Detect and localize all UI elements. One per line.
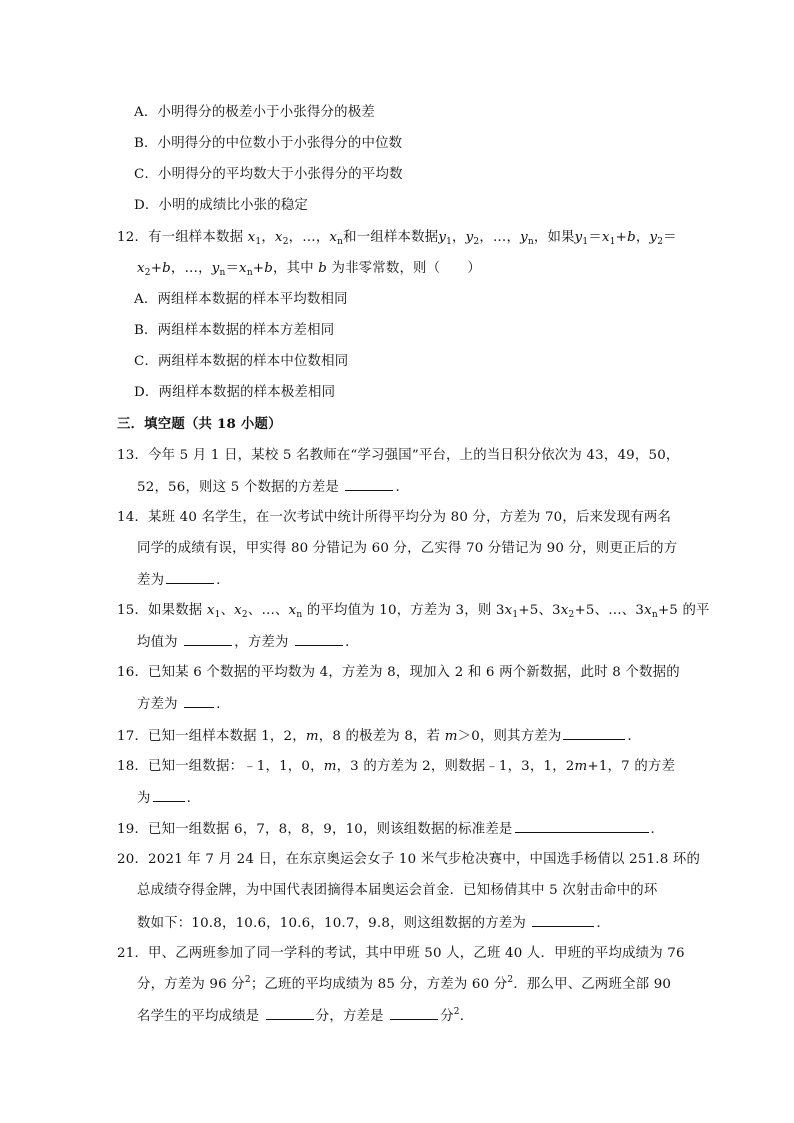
answer-blank[interactable] <box>184 633 232 646</box>
q19-line: 19．已知一组数据 6，7，8，8，9，10，则该组数据的标准差是 ． <box>117 822 665 837</box>
q15-line-1: 15．如果数据 $x_1$、$x_2$、…、$x_n$ 的平均值为 10，方差为 3，则 $3x_1+5$、$3x_2+5$、…、$3x_n+5$ 的平 <box>117 603 710 620</box>
q14-line-2: 同学的成绩有误，甲实得 80 分错记为 60 分，乙实得 70 分错记为 90 分，则更正后的方 <box>137 541 678 556</box>
answer-blank[interactable] <box>563 727 625 740</box>
q11-option-d: D．小明的成绩比小张的稳定 <box>134 198 309 213</box>
section-title: 三．填空题（共 18 小题） <box>117 416 282 432</box>
q13-line-1: 13．今年 5 月 1 日，某校 5 名教师在“学习强国”平台，上的当日积分依次为 43，49，50， <box>117 448 680 463</box>
answer-blank[interactable] <box>345 478 393 491</box>
answer-blank[interactable] <box>295 633 343 646</box>
answer-blank[interactable] <box>515 820 649 833</box>
answer-blank[interactable] <box>266 1007 314 1020</box>
q12-option-a: A．两组样本数据的样本平均数相同 <box>134 292 348 307</box>
q12-option-c: C．两组样本数据的样本中位数相同 <box>134 354 349 369</box>
q18-line-1: 18．已知一组数据：﹣1，1，0，m，3 的方差为 2，则数据﹣1，3，1，2m+1，7 的方差 <box>117 759 676 774</box>
q20-line-3: 数如下：10.8，10.6，10.6，10.7，9.8，则这组数据的方差为 ． <box>137 916 611 931</box>
q14-line-1: 14．某班 40 名学生，在一次考试中统计所得平均分为 80 分，方差为 70，后来发现有两名 <box>117 510 672 525</box>
q12-option-d: D．两组样本数据的样本极差相同 <box>134 385 336 400</box>
q21-line-1: 21．甲、乙两班参加了同一学科的考试，其中甲班 50 人，乙班 40 人．甲班的平均成绩为 76 <box>117 946 685 961</box>
q11-option-c: C．小明得分的平均数大于小张得分的平均数 <box>134 167 403 182</box>
q17-line: 17．已知一组样本数据 1，2，m，8 的极差为 8，若 m＞0，则其方差为 ． <box>117 729 642 744</box>
answer-blank[interactable] <box>184 695 214 708</box>
q11-option-b: B．小明得分的中位数小于小张得分的中位数 <box>134 136 403 151</box>
q21-line-3: 名学生的平均成绩是 分，方差是 分$^2$． <box>137 1007 474 1024</box>
answer-blank[interactable] <box>153 789 185 802</box>
q15-line-2: 均值为 ，方差为 ． <box>137 635 359 650</box>
q21-line-2: 分，方差为 96 分$^2$；乙班的平均成绩为 85 分，方差为 60 分$^2$．那么甲、乙两班全部 90 <box>137 975 672 992</box>
q18-line-2: 为 ． <box>137 791 201 806</box>
q11-option-a: A．小明得分的极差小于小张得分的极差 <box>134 105 375 120</box>
q20-line-1: 20．2021 年 7 月 24 日，在东京奥运会女子 10 米气步枪决赛中，中国选手杨倩以 251.8 环的 <box>117 852 701 867</box>
q12-option-b: B．两组样本数据的样本方差相同 <box>134 323 335 338</box>
q12-line-1: 12．有一组样本数据 $x_1$，$x_2$，…，$x_n$和一组样本数据$y_1$，$y_2$，…，$y_n$，如果$y_1=x_1+b$，$y_2=$ <box>117 230 677 247</box>
q16-line-2: 方差为 ． <box>137 697 230 712</box>
answer-blank[interactable] <box>532 914 594 927</box>
answer-blank[interactable] <box>390 1007 438 1020</box>
q13-line-2: 52，56，则这 5 个数据的方差是 ． <box>137 480 410 495</box>
answer-blank[interactable] <box>166 571 214 584</box>
q14-line-3: 差为 ． <box>137 573 230 588</box>
q20-line-2: 总成绩夺得金牌，为中国代表团摘得本届奥运会首金．已知杨倩其中 5 次射击命中的环 <box>137 883 658 898</box>
q16-line-1: 16．已知某 6 个数据的平均数为 4，方差为 8，现加入 2 和 6 两个新数据，此时 8 个数据的 <box>117 665 680 680</box>
q12-line-2: $x_2+b$，…，$y_n=x_n+b$，其中 b 为非零常数，则（ ） <box>137 261 481 278</box>
